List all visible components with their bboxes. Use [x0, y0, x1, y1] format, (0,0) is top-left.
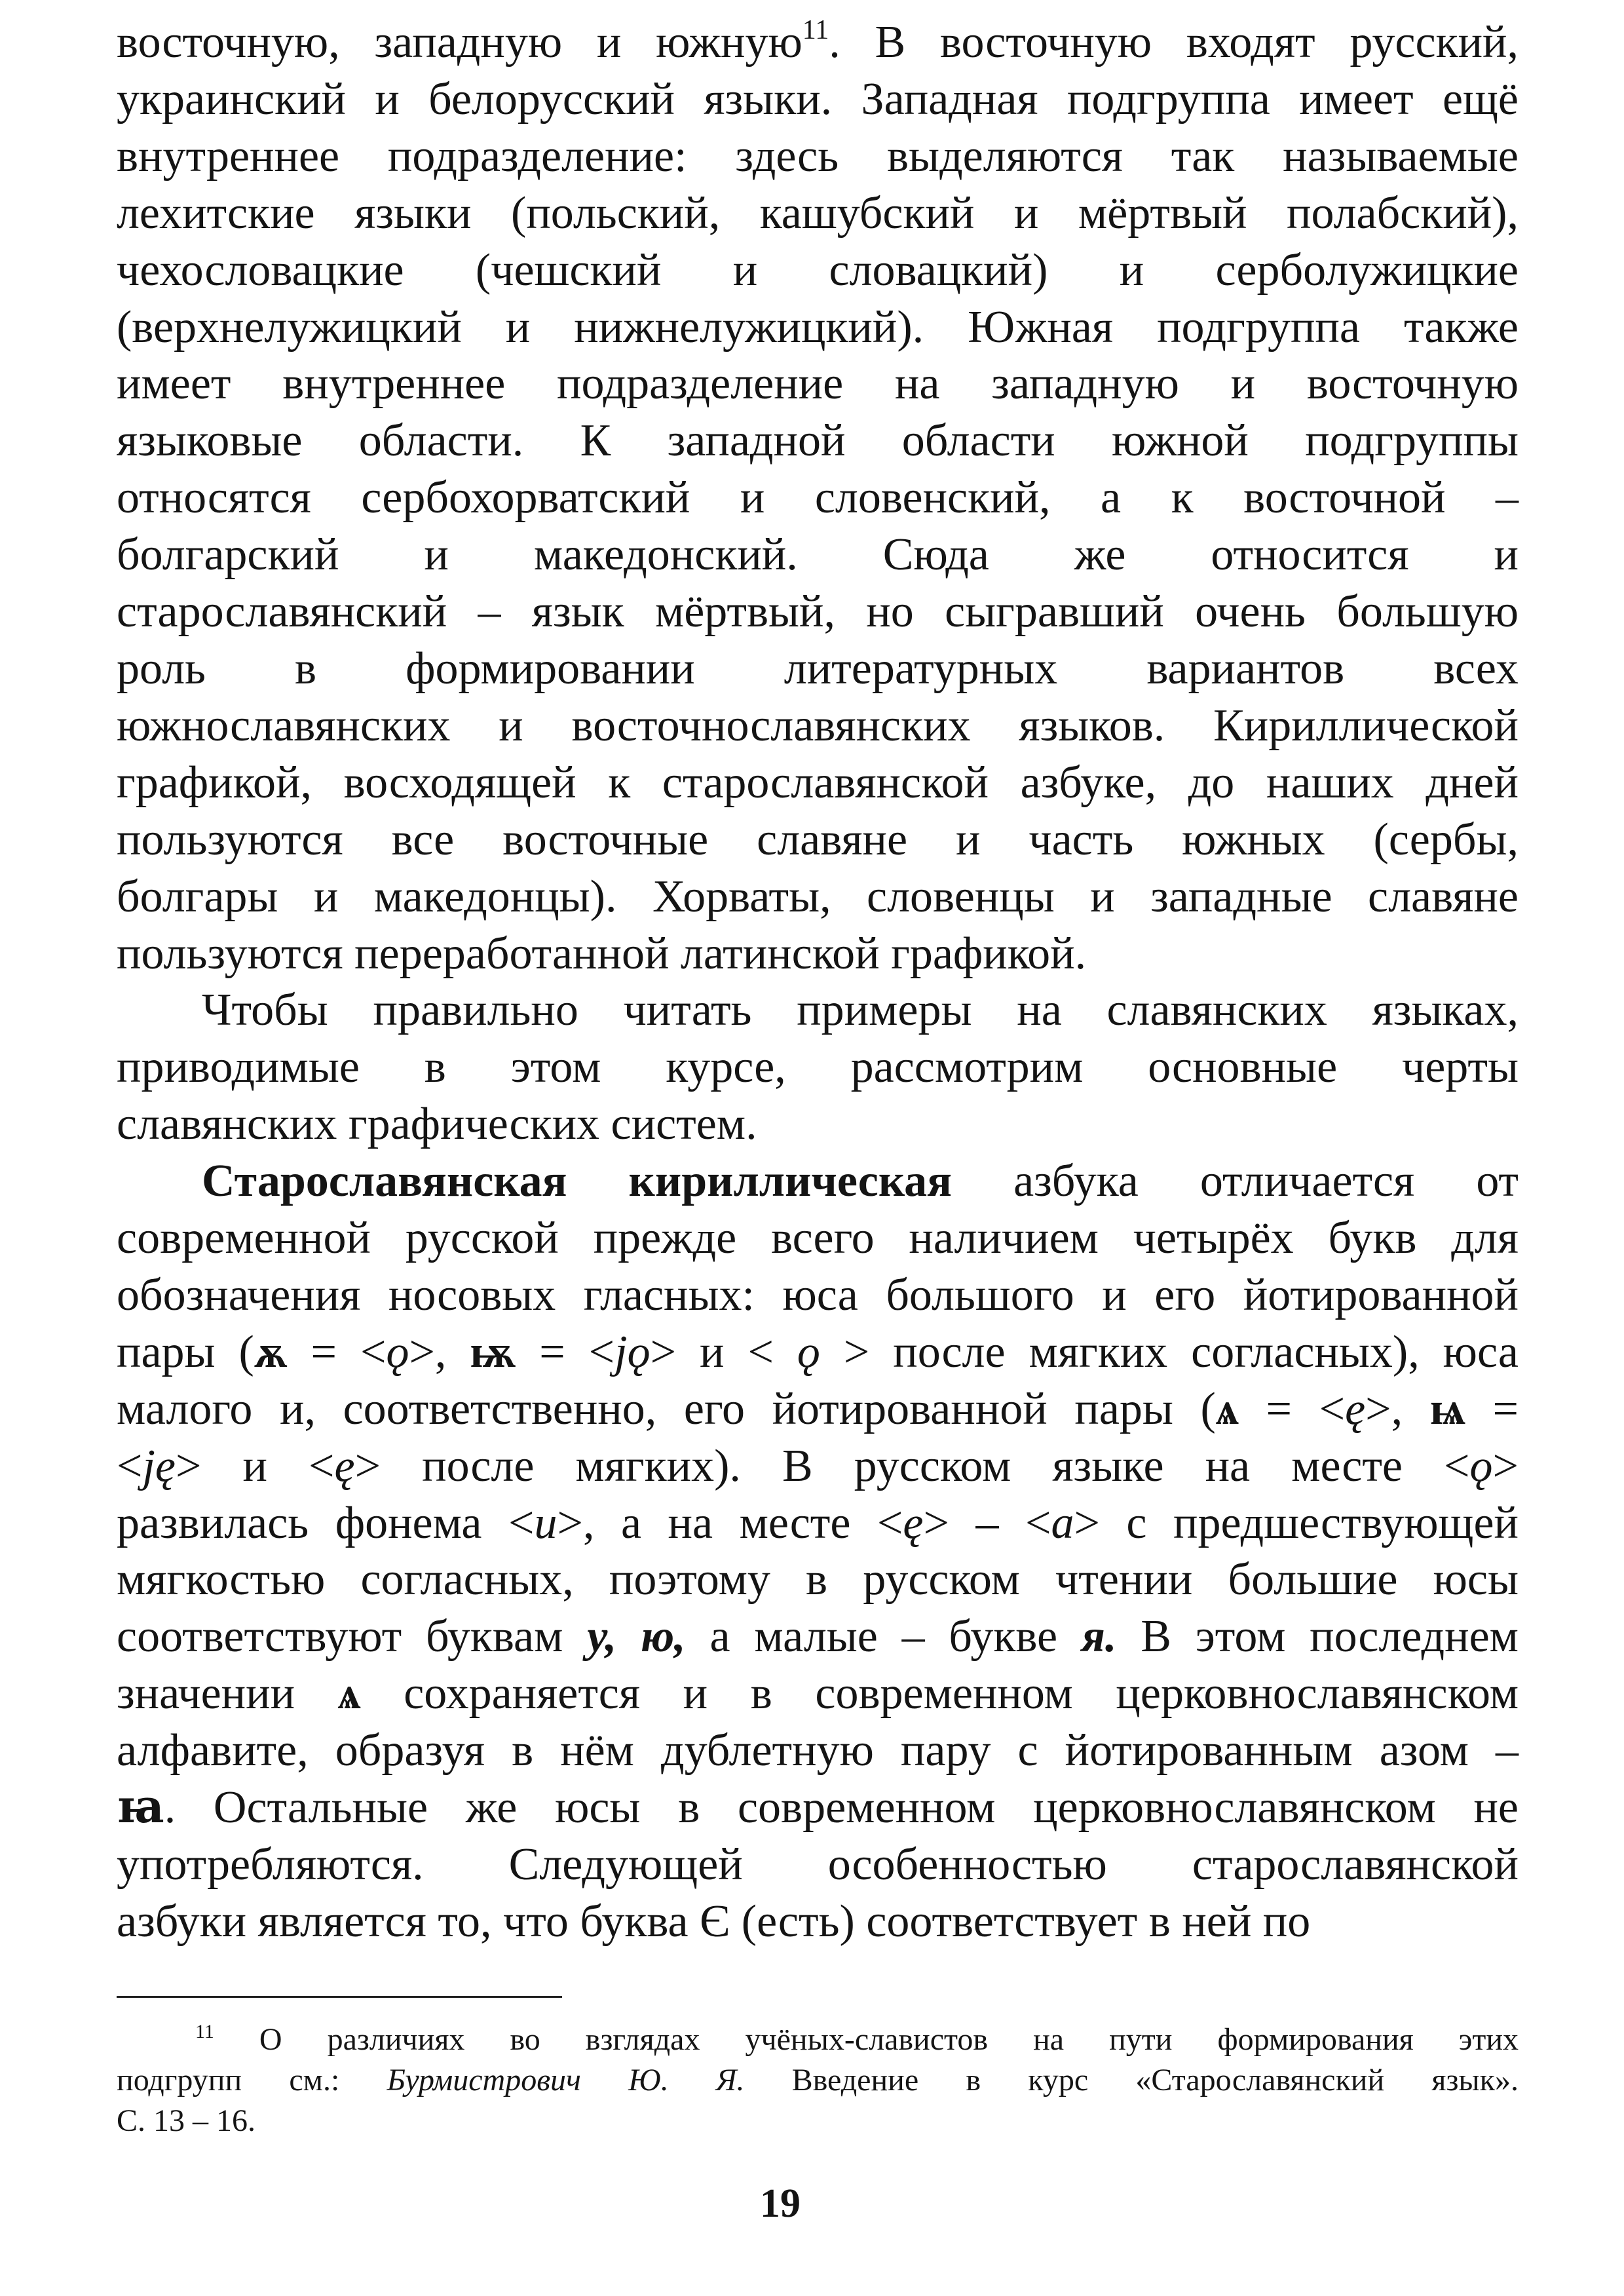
text-line: азбуки является то, что буква Є (есть) соответствует в ней по [117, 1896, 1311, 1947]
paragraph-cyrillic-alphabet [117, 1153, 1519, 1951]
footnote-line: подгрупп см.: Бурмистрович Ю. Я. Введение в курс «Старославянский язык». [117, 2063, 1519, 2097]
text-line: мягкостью согласных, поэтому в русском чтении большие юсы [117, 1554, 1519, 1605]
text-line: южнославянских и восточнославянских языков. Кириллической [117, 700, 1519, 751]
text-line: украинский и белорусский языки. Западная подгруппа имеет ещё [117, 73, 1519, 124]
little-yus-letter: ѧ [337, 1668, 361, 1719]
text-line: Старославянская кириллическая азбука отличается от [202, 1156, 1519, 1207]
iotated-little-yus-letter: ѩ [1429, 1383, 1465, 1434]
bold-italic-letters: у, ю, [587, 1611, 686, 1662]
text-line: алфавите, образуя в нём дублетную пару с йотированным азом – [117, 1725, 1519, 1776]
little-yus-letter: ѧ [1215, 1383, 1239, 1434]
text-line: значении ѧ сохраняется и в современном церковнославянском [117, 1668, 1519, 1719]
bold-italic-letters: я. [1081, 1611, 1117, 1662]
footnote-line: С. 13 – 16. [117, 2103, 256, 2138]
page-body [117, 14, 1519, 1951]
text-line: болгарский и македонский. Сюда же относится и [117, 529, 1519, 581]
text-line: роль в формировании литературных вариантов всех [117, 643, 1519, 694]
text-line: болгары и македонцы). Хорваты, словенцы и западные славяне [117, 871, 1519, 922]
text-line: славянских графических систем. [117, 1099, 757, 1150]
text-line: ꙗ. Остальные же юсы в современном церковнославянском не [117, 1782, 1519, 1833]
yest-letter: Є [700, 1896, 730, 1947]
footnote-reference[interactable]: 11 [802, 15, 829, 45]
text-line: относятся сербохорватский и словенский, а к восточной – [117, 472, 1519, 524]
text-line: старославянский – язык мёртвый, но сыгравший очень большую [117, 586, 1519, 638]
paragraph-reading-examples [117, 982, 1519, 1153]
text-line: чехословацкие (чешский и словацкий) и серболужицкие [117, 244, 1519, 296]
text-line: современной русской прежде всего наличием четырёх букв для [117, 1213, 1519, 1264]
iotated-big-yus-letter: ѭ [470, 1326, 516, 1377]
text-line: языковые области. К западной области южной подгруппы [117, 415, 1519, 467]
text-line: <ję> и <ę> после мягких). В русском языке на месте <ǫ> [117, 1440, 1519, 1491]
text-line: развилась фонема <u>, а на месте <ę> – <a> с предшествующей [117, 1497, 1519, 1548]
paragraph-slavic-subgroups [117, 14, 1519, 982]
big-yus-letter: ѫ [254, 1326, 288, 1377]
iotated-az-letter: ꙗ [117, 1782, 164, 1833]
page-number: 19 [760, 2181, 801, 2226]
footnote-separator [117, 1996, 562, 1998]
text-line: пары (ѫ = <ǫ>, ѭ = <jǫ> и < ǫ > после мягких согласных), юса [117, 1326, 1519, 1377]
text-line: (верхнелужицкий и нижнелужицкий). Южная подгруппа также [117, 301, 1519, 353]
bold-term: Старославянская кириллическая [202, 1156, 952, 1207]
text-line: пользуются все восточные славяне и часть южных (сербы, [117, 814, 1519, 865]
text-line: приводимые в этом курсе, рассмотрим основные черты [117, 1042, 1519, 1093]
text-line: обозначения носовых гласных: юса большого и его йотированной [117, 1269, 1519, 1320]
text-line: графикой, восходящей к старославянской азбуке, до наших дней [117, 757, 1519, 808]
text-line: Чтобы правильно читать примеры на славянских языках, [202, 985, 1519, 1036]
footnote-number: 11 [195, 2021, 214, 2042]
text-line: имеет внутреннее подразделение на западную и восточную [117, 358, 1519, 410]
footnote [117, 2019, 1519, 2141]
text-line: употребляются. Следующей особенностью старославянской [117, 1839, 1519, 1890]
text-line: соответствуют буквам у, ю, а малые – букве я. В этом последнем [117, 1611, 1519, 1662]
text-line: пользуются переработанной латинской графикой. [117, 928, 1087, 979]
text-line: лехитские языки (польский, кашубский и мёртвый полабский), [117, 187, 1519, 239]
text-line: малого и, соответственно, его йотированной пары (ѧ = <ę>, ѩ = [117, 1383, 1519, 1434]
text-line: внутреннее подразделение: здесь выделяются так называемые [117, 130, 1519, 182]
footnote-line: $^{11}$ О различиях во взглядах учёных-славистов на пути формирования этих [195, 2021, 1519, 2057]
footnote-author: Бурмистрович Ю. Я. [387, 2063, 745, 2097]
text-line: восточную, западную и южную$^{11}$. В восточную входят русский, [117, 15, 1519, 67]
